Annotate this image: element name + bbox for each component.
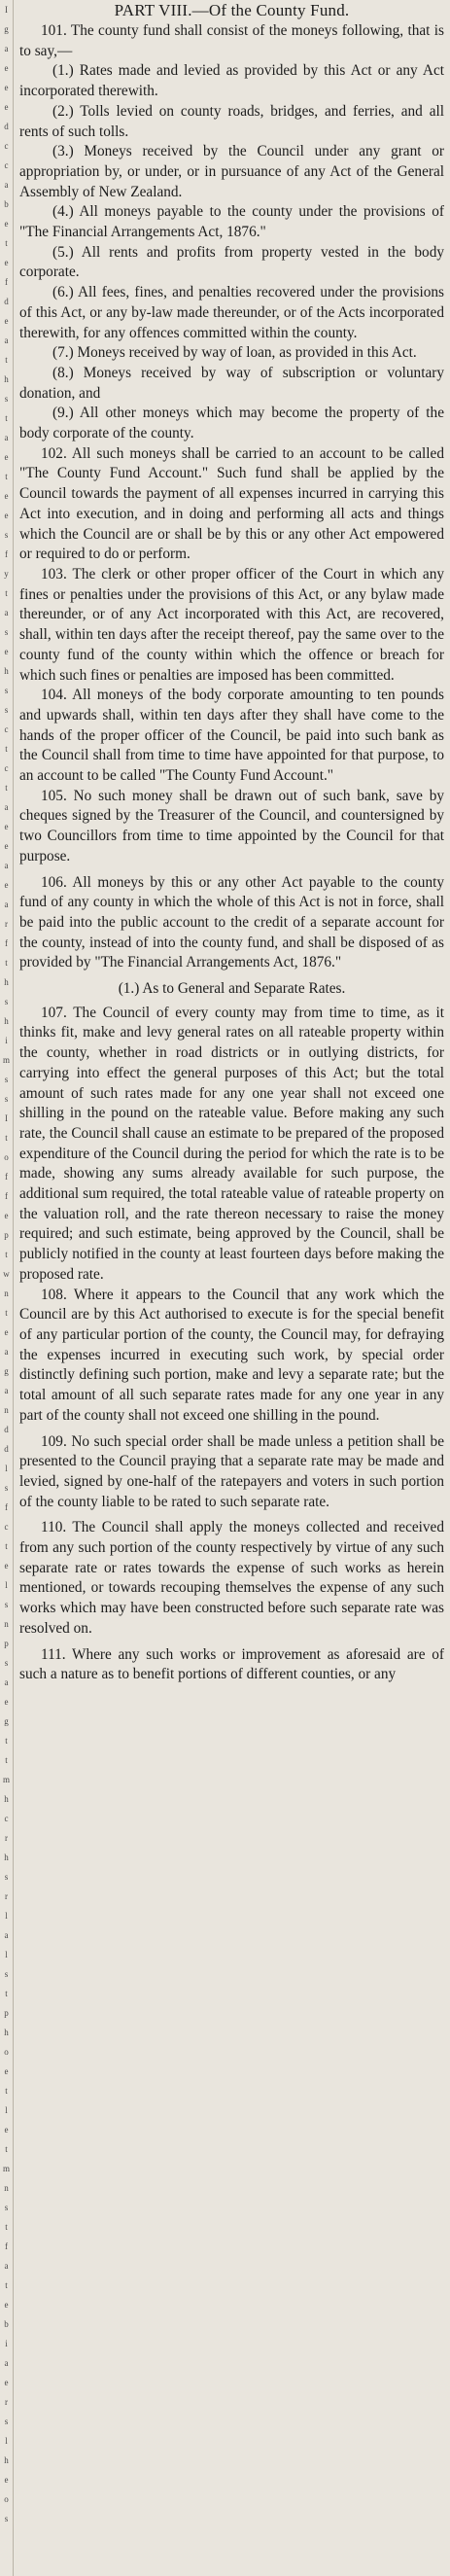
margin-glyph: e: [4, 63, 9, 73]
margin-glyph: f: [5, 2241, 8, 2251]
margin-glyph: g: [4, 1716, 9, 1726]
margin-glyph: n: [4, 2183, 9, 2193]
margin-glyph: I: [5, 5, 8, 15]
margin-glyph: c: [4, 1522, 9, 1532]
margin-glyph: p: [4, 2008, 9, 2018]
margin-glyph: a: [4, 608, 9, 618]
clause-6: (6.) All fees, fines, and penalties recovered under the provisions of this Act, or any by-law made thereunder, or of the Acts incorporated therewith, for any offences committed within the county.: [19, 284, 444, 341]
margin-glyph: t: [5, 413, 8, 423]
margin-glyph: s: [4, 2514, 9, 2523]
margin-glyph: n: [4, 1288, 9, 1298]
margin-glyph: r: [5, 919, 8, 929]
margin-glyph: f: [5, 1172, 8, 1182]
margin-glyph: t: [5, 355, 8, 365]
margin-glyph: t: [5, 1541, 8, 1551]
margin-glyph: e: [4, 841, 9, 851]
clause-4: (4.) All moneys payable to the county under the provisions of "The Financial Arrangements Act, 1876.": [19, 203, 444, 241]
section-106: 106. All moneys by this or any other Act payable to the county fund of any county in which the whole of this Act is not in force, shall be paid into the public account to the credit of a separate account for the county, instead of into the county fund, and shall be disposed of as provided by "The Financial Arrangements Act, 1876.": [19, 873, 444, 971]
margin-glyph: s: [4, 686, 9, 695]
margin-glyph: d: [4, 122, 9, 131]
margin-glyph: e: [4, 647, 9, 656]
margin-glyph: s: [4, 394, 9, 404]
margin-glyph: a: [4, 433, 9, 442]
margin-glyph: e: [4, 2378, 9, 2387]
margin-glyph: t: [5, 472, 8, 481]
margin-glyph: t: [5, 238, 8, 248]
clause-9: (9.) All other moneys which may become the property of the body corporate of the county.: [19, 405, 444, 442]
margin-glyph: f: [5, 938, 8, 948]
margin-glyph: e: [4, 2300, 9, 2310]
margin-strip: [0, 0, 14, 2576]
margin-glyph: m: [2, 2164, 10, 2173]
margin-glyph: a: [4, 2358, 9, 2368]
clause-5: (5.) All rents and profits from property vested in the body corporate.: [19, 243, 444, 281]
margin-glyph: h: [4, 1794, 9, 1804]
margin-glyph: m: [2, 1055, 10, 1065]
section-109: 109. No such special order shall be made unless a petition shall be presented to the Council praying that a separate rate may be made and levied, signed by one-half of the ratepayers and voters in such portion of the county liable to be rated to such separate rate.: [19, 1432, 444, 1510]
margin-glyph: e: [4, 258, 9, 267]
margin-glyph: t: [5, 744, 8, 754]
margin-glyph: s: [4, 1094, 9, 1104]
margin-glyph: t: [5, 1250, 8, 1259]
margin-glyph: c: [4, 141, 9, 151]
margin-glyph: t: [5, 1133, 8, 1143]
margin-glyph: e: [4, 452, 9, 462]
margin-glyph: h: [4, 374, 9, 384]
margin-glyph: f: [5, 1502, 8, 1512]
section-105: 105. No such money shall be drawn out of such bank, save by cheques signed by the Treasurer of the Council, and countersigned by two Councillors from time to time appointed by the Council for that purpose.: [19, 787, 444, 865]
subheading-rates: (1.) As to General and Separate Rates.: [118, 980, 346, 998]
margin-glyph: l: [5, 2105, 8, 2115]
margin-glyph: t: [5, 958, 8, 968]
margin-glyph: n: [4, 1619, 9, 1629]
margin-glyph: a: [4, 2261, 9, 2271]
clause-1: (1.) Rates made and levied as provided by this Act or any Act incorporated therewith.: [19, 62, 444, 100]
margin-glyph: e: [4, 491, 9, 501]
margin-glyph: c: [4, 160, 9, 170]
margin-glyph: a: [4, 802, 9, 812]
part-title: PART VIII.—Of the County Fund.: [114, 1, 350, 19]
margin-glyph: g: [4, 1366, 9, 1376]
margin-glyph: a: [4, 861, 9, 870]
margin-glyph: l: [5, 1464, 8, 1473]
margin-glyph: t: [5, 588, 8, 598]
margin-glyph: f: [5, 277, 8, 287]
margin-glyph: r: [5, 1891, 8, 1901]
margin-glyph: n: [4, 1405, 9, 1415]
margin-glyph: a: [4, 1677, 9, 1687]
margin-glyph: s: [4, 1969, 9, 1979]
clause-7: (7.) Moneys received by way of loan, as provided in this Act.: [52, 344, 417, 362]
margin-glyph: d: [4, 1444, 9, 1454]
margin-glyph: w: [3, 1269, 10, 1279]
margin-glyph: l: [5, 2436, 8, 2446]
margin-glyph: b: [4, 199, 9, 209]
margin-glyph: c: [4, 724, 9, 734]
margin-glyph: b: [4, 2319, 9, 2329]
section-103: 103. The clerk or other proper officer of the Court in which any fines or penalties under the provisions of this Act, or any bylaw made thereunder, or of any Act incorporated with this Act, are recovered, shall, within ten days after the receipt thereof, pay the same over to the county fund of the county within which the offence or breach for which such fines or penalties are imposed has been committed.: [19, 565, 444, 684]
margin-glyph: a: [4, 44, 9, 53]
margin-glyph: h: [4, 2455, 9, 2465]
section-108: 108. Where it appears to the Council that any work which the Council are by this Act authorised to execute is for the special benefit of any particular portion of the county, the Council may, for defraying the expenses incurred in executing such work, by special order distinctly defining such portion, make and levy a separate rate; but the total amount of all such separate rates made for any one year in any part of the county shall not exceed one shilling in the pound.: [19, 1286, 444, 1424]
margin-glyph: p: [4, 1639, 9, 1648]
margin-glyph: s: [4, 997, 9, 1006]
margin-glyph: a: [4, 1386, 9, 1395]
margin-glyph: l: [5, 1580, 8, 1590]
margin-glyph: t: [5, 2086, 8, 2096]
margin-glyph: e: [4, 83, 9, 92]
margin-glyph: o: [4, 2047, 9, 2057]
margin-glyph: t: [5, 1308, 8, 1318]
margin-glyph: t: [5, 1736, 8, 1746]
margin-glyph: a: [4, 900, 9, 909]
margin-glyph: h: [4, 1853, 9, 1862]
margin-glyph: l: [5, 1950, 8, 1959]
margin-glyph: t: [5, 783, 8, 793]
margin-glyph: e: [4, 2125, 9, 2135]
margin-glyph: s: [4, 1658, 9, 1668]
margin-glyph: I: [5, 1113, 8, 1123]
margin-glyph: e: [4, 316, 9, 326]
margin-glyph: h: [4, 977, 9, 987]
margin-glyph: o: [4, 1152, 9, 1162]
margin-glyph: d: [4, 1425, 9, 1434]
margin-glyph: e: [4, 2475, 9, 2485]
margin-glyph: f: [5, 549, 8, 559]
margin-glyph: e: [4, 511, 9, 520]
margin-glyph: t: [5, 1755, 8, 1765]
margin-glyph: e: [4, 102, 9, 112]
margin-glyph: s: [4, 1872, 9, 1882]
margin-glyph: s: [4, 2203, 9, 2212]
margin-glyph: h: [4, 2028, 9, 2037]
margin-glyph: y: [4, 569, 9, 579]
article-column: [19, 0, 444, 2576]
section-104: 104. All moneys of the body corporate amounting to ten pounds and upwards shall, within ten days after they shall have come to the hands of the proper officer of the Council, be paid into such bank as the Council shall from time to time have appointed for that purpose, to an account to be called "The County Fund Account.": [19, 687, 444, 785]
margin-glyph: e: [4, 1327, 9, 1337]
section-110: 110. The Council shall apply the moneys collected and received from any such portion of the county respectively by virtue of any such separate rate or rates towards the expense of such works as herein mentioned, or towards recouping themselves the expense of any such works which may have been constructed before such separate rate was resolved on.: [19, 1519, 444, 1637]
margin-glyph: e: [4, 1697, 9, 1707]
margin-glyph: e: [4, 219, 9, 229]
margin-glyph: p: [4, 1230, 9, 1240]
margin-glyph: a: [4, 1930, 9, 1940]
margin-glyph: f: [5, 1191, 8, 1201]
margin-glyph: e: [4, 880, 9, 890]
margin-glyph: s: [4, 1483, 9, 1493]
margin-glyph: e: [4, 822, 9, 831]
margin-glyph: e: [4, 2066, 9, 2076]
clause-2: (2.) Tolls levied on county roads, bridges, and ferries, and all rents of such tolls.: [19, 102, 444, 140]
margin-glyph: s: [4, 705, 9, 715]
margin-glyph: l: [5, 1911, 8, 1921]
margin-glyph: t: [5, 1989, 8, 1998]
section-101: 101. The county fund shall consist of the moneys following, that is to say,—: [19, 22, 444, 59]
margin-glyph: r: [5, 1833, 8, 1843]
margin-glyph: c: [4, 1814, 9, 1823]
section-111: 111. Where any such works or improvement as aforesaid are of such a nature as to benefit portions of different counties, or any: [19, 1645, 444, 1683]
section-102: 102. All such moneys shall be carried to an account to be called "The County Fund Account." Such fund shall be applied by the Council towards the payment of all expenses incurred in carrying this Act into execution, and in doing and performing all acts and things which the Council are or shall be by this or any other Act empowered or required to do or perform.: [19, 444, 444, 563]
margin-glyph: s: [4, 1600, 9, 1609]
margin-glyph: a: [4, 335, 9, 345]
margin-glyph: a: [4, 1347, 9, 1357]
margin-glyph: g: [4, 24, 9, 34]
margin-glyph: h: [4, 666, 9, 676]
margin-glyph: s: [4, 2417, 9, 2426]
margin-glyph: h: [4, 1016, 9, 1026]
margin-glyph: s: [4, 1075, 9, 1084]
margin-glyph: a: [4, 180, 9, 190]
margin-glyph: t: [5, 2280, 8, 2290]
margin-glyph: i: [5, 2339, 8, 2348]
margin-glyph: e: [4, 1211, 9, 1220]
margin-glyph: t: [5, 2222, 8, 2232]
margin-glyph: d: [4, 297, 9, 306]
clause-3: (3.) Moneys received by the Council under any grant or appropriation by, or under, or in pursuance of any Act of the General Assembly of New Zealand.: [19, 143, 444, 200]
clause-8: (8.) Moneys received by way of subscription or voluntary donation, and: [19, 364, 444, 402]
margin-glyph: s: [4, 530, 9, 540]
margin-glyph: m: [2, 1775, 10, 1784]
margin-glyph: s: [4, 627, 9, 637]
section-107: 107. The Council of every county may from time to time, as it thinks fit, make and levy general rates on all rateable property within the county, whether in road districts or in outlying districts, for carrying into effect the general purposes of this Act; but the total amount of such rates made for any one year shall not exceed one shilling in the pound on the rateable value. Before making any such rate, the Council shall cause an estimate to be prepared of the proposed expenditure of the Council during the period for which the rate is to be made, showing any sums already available for such purpose, the additional sum required, the total rateable value of rateable property on the valuation roll, and the rate thereon necessary to raise the money required; and such estimate, being approved by the Council, shall be publicly notified in the county at least fourteen days before making the proposed rate.: [19, 1004, 444, 1283]
margin-glyph: o: [4, 2494, 9, 2504]
margin-glyph: i: [5, 1036, 8, 1045]
margin-glyph: t: [5, 2144, 8, 2154]
margin-glyph: e: [4, 1561, 9, 1570]
margin-glyph: c: [4, 763, 9, 773]
margin-glyph: r: [5, 2397, 8, 2407]
